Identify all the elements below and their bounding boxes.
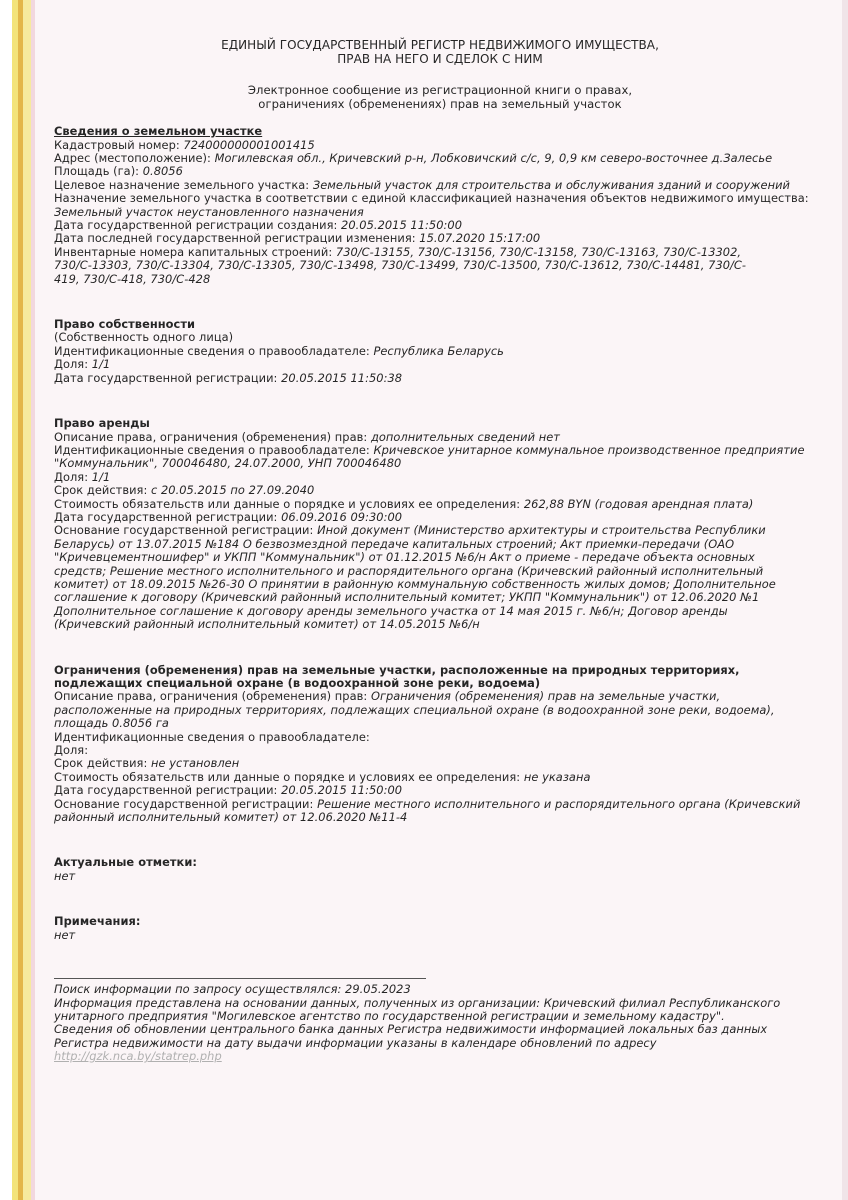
ownership-holder-value: Республика Беларусь xyxy=(373,343,504,358)
notes-section xyxy=(54,915,820,942)
restriction-cost-value: не указана xyxy=(523,769,591,784)
address-row: Адрес (местоположение): Могилевская обл., Кричевский р-н, Лобковичский с/с, 9, 0,9 км северо-восточнее д.Залесье xyxy=(54,151,773,165)
restriction-heading-line-1: Ограничения (обременения) прав на земельные участки, расположенные на природных территориях, xyxy=(54,662,740,677)
classification-label: Назначение земельного участка в соответствии с единой классификацией назначения объектов недвижимого имущества: xyxy=(54,191,809,206)
lease-term-value: с 20.05.2015 по 27.09.2040 xyxy=(151,483,315,498)
lease-basis-value: Иной документ (Министерство архитектуры и строительства Республики xyxy=(317,523,766,538)
purpose-value: Земельный участок для строительства и обслуживания зданий и сооружений xyxy=(312,177,791,192)
lease-description-value: дополнительных сведений нет xyxy=(370,429,560,444)
lease-holder-value-line-2: "Коммунальник", 700046480, 24.07.2000, УНП 700046480 xyxy=(54,456,402,471)
lease-reg-date-value: 06.09.2016 09:30:00 xyxy=(281,509,403,524)
ownership-share-value: 1/1 xyxy=(91,357,111,372)
lease-cost-row: Стоимость обязательств или данные о порядке и условиях ее определения: 262,88 BYN (годовая арендная плата) xyxy=(54,496,754,511)
ownership-reg-date-value: 20.05.2015 11:50:38 xyxy=(281,370,403,385)
restriction-basis-line-2: районный исполнительный комитет) от 12.06.2020 №11-4 xyxy=(54,810,408,825)
lease-basis-line-8: (Кричевский районный исполнительный комитет) от 14.05.2015 №6/н xyxy=(54,617,480,632)
ownership-holder-row: Идентификационные сведения о правообладателе: Республика Беларусь xyxy=(54,343,504,358)
lease-basis-line-4: средств; Решение местного исполнительного и распорядительного органа (Кричевский районный исполнительный xyxy=(54,563,764,578)
source-info-line-2: унитарного предприятия "Могилевское агентство по государственной регистрации и земельному кадастру". xyxy=(54,1008,725,1023)
lease-basis-line-6: соглашение к договору (Кричевский районный исполнительный комитет; УКПП "Коммунальник") от 12.06.2020 №1 xyxy=(54,590,760,605)
lease-cost-value: 262,88 BYN (годовая арендная плата) xyxy=(523,496,754,511)
area-value: 0.8056 xyxy=(142,164,183,179)
address-value: Могилевская обл., Кричевский р-н, Лобковичский с/с, 9, 0,9 км северо-восточнее д.Залесье xyxy=(214,151,773,165)
ownership-type: (Собственность одного лица) xyxy=(54,330,234,345)
inventory-numbers-value: 730/C-13155, 730/C-13156, 730/C-13158, 730/C-13163, 730/C-13302, xyxy=(335,244,742,259)
creation-date-value: 20.05.2015 11:50:00 xyxy=(341,218,462,233)
document-subtitle-line-1: Электронное сообщение из регистрационной книги о правах, xyxy=(247,83,633,97)
document-title-line-1: ЕДИНЫЙ ГОСУДАРСТВЕННЫЙ РЕГИСТР НЕДВИЖИМОГО ИМУЩЕСТВА, xyxy=(221,38,659,52)
current-marks-heading: Актуальные отметки: xyxy=(54,855,197,870)
land-plot-section xyxy=(54,125,820,286)
land-plot-heading: Сведения о земельном участке xyxy=(54,124,263,139)
scan-margin-white xyxy=(0,0,12,1200)
restriction-reg-date-value: 20.05.2015 11:50:00 xyxy=(281,783,403,798)
restriction-description-line-3: площадь 0.8056 га xyxy=(54,716,169,731)
document-subtitle-line-2: ограничениях (обременениях) прав на земельный участок xyxy=(258,96,622,111)
current-marks-value: нет xyxy=(54,868,76,883)
lease-section xyxy=(54,417,820,632)
update-calendar-link[interactable]: http://gzk.nca.by/statrep.php xyxy=(54,1049,222,1064)
lease-reg-date-row: Дата государственной регистрации: 06.09.2016 09:30:00 xyxy=(54,509,403,524)
inventory-numbers-row: Инвентарные номера капитальных строений: 730/C-13155, 730/C-13156, 730/C-13158, 730/C-13163, 730/C-13302, xyxy=(54,244,742,259)
restriction-description-value: Ограничения (обременения) прав на земельные участки, xyxy=(370,689,721,704)
restriction-term-row: Срок действия: не установлен xyxy=(54,756,240,771)
notes-value: нет xyxy=(54,927,76,942)
restriction-cost-row: Стоимость обязательств или данные о порядке и условиях ее определения: не указана xyxy=(54,769,591,784)
restriction-description-line-2: расположенные на природных территориях, подлежащих специальной охране (в водоохранной зоне реки, водоема), xyxy=(54,702,775,717)
restriction-basis-value: Решение местного исполнительного и распорядительного органа (Кричевский xyxy=(317,796,801,811)
cadastral-number-row: Кадастровый номер: 724000000001001415 xyxy=(54,137,315,152)
document-header xyxy=(60,38,820,111)
inventory-numbers-line-3: 419, 730/C-418, 730/C-428 xyxy=(54,271,211,286)
ownership-reg-date-row: Дата государственной регистрации: 20.05.2015 11:50:38 xyxy=(54,370,403,385)
footer-section xyxy=(54,978,820,1063)
lease-basis-line-5: комитет) от 18.09.2015 №26-30 О принятии в районную коммунальную собственность жилых домов; Дополнительное xyxy=(54,576,776,591)
inventory-numbers-line-2: 730/C-13303, 730/C-13304, 730/C-13305, 730/C-13498, 730/C-13499, 730/C-13500, 730/C-13612, 730/C-14481, 730/C- xyxy=(54,258,747,273)
document-title-line-2: ПРАВ НА НЕГО И СДЕЛОК С НИМ xyxy=(337,52,543,66)
restriction-description-row: Описание права, ограничения (обременения) прав: Ограничения (обременения) прав на земельные участки, xyxy=(54,689,721,704)
lease-description-row: Описание права, ограничения (обременения) прав: дополнительных сведений нет xyxy=(54,429,560,444)
area-row: Площадь (га): 0.8056 xyxy=(54,164,183,179)
restriction-basis-row: Основание государственной регистрации: Решение местного исполнительного и распорядительного органа (Кричевский xyxy=(54,796,801,811)
restriction-heading-line-2: подлежащих специальной охране (в водоохранной зоне реки, водоема) xyxy=(54,676,541,690)
lease-term-row: Срок действия: с 20.05.2015 по 27.09.2040 xyxy=(54,483,315,498)
footer-divider xyxy=(54,978,426,979)
lease-heading: Право аренды xyxy=(54,416,150,431)
lease-basis-line-2: Беларусь) от 13.07.2015 №184 О безвозмездной передаче капитальных строений; Акт приемки-передачи (ОАО xyxy=(54,536,735,551)
current-marks-section xyxy=(54,856,820,883)
lease-holder-value: Кричевское унитарное коммунальное производственное предприятие xyxy=(373,442,805,457)
lease-basis-row: Основание государственной регистрации: Иной документ (Министерство архитектуры и строительства Республики xyxy=(54,523,766,538)
document-page xyxy=(54,38,820,1064)
ownership-heading: Право собственности xyxy=(54,317,196,332)
lease-basis-line-3: "Кричевцементношифер" и УКПП "Коммунальник") от 01.12.2015 №6/н Акт о приеме - передаче объекта основных xyxy=(54,550,755,565)
lease-share-value: 1/1 xyxy=(91,469,111,484)
ownership-section xyxy=(54,318,820,385)
creation-date-row: Дата государственной регистрации создания: 20.05.2015 11:50:00 xyxy=(54,218,462,233)
lease-share-row: Доля: 1/1 xyxy=(54,469,111,484)
ownership-share-row: Доля: 1/1 xyxy=(54,357,111,372)
change-date-value: 15.07.2020 15:17:00 xyxy=(419,231,541,246)
cadastral-number-value: 724000000001001415 xyxy=(183,137,315,152)
scan-margin-pink-stripe xyxy=(31,0,35,1200)
search-date-line: Поиск информации по запросу осуществлялся: 29.05.2023 xyxy=(54,982,411,997)
restriction-reg-date-row: Дата государственной регистрации: 20.05.2015 11:50:00 xyxy=(54,783,403,798)
scan-margin-pale-stripe xyxy=(23,0,31,1200)
restriction-share-label: Доля: xyxy=(54,743,89,758)
notes-heading: Примечания: xyxy=(54,914,141,929)
restriction-section xyxy=(54,664,820,825)
classification-value: Земельный участок неустановленного назначения xyxy=(54,204,364,219)
update-info-line-2: Регистра недвижимости на дату выдачи информации указаны в календаре обновлений по адресу xyxy=(54,1035,657,1050)
restriction-term-value: не установлен xyxy=(151,756,240,771)
update-info-line-1: Сведения об обновлении центрального банка данных Регистра недвижимости информацией локальных баз данных xyxy=(54,1022,768,1037)
change-date-row: Дата последней государственной регистрации изменения: 15.07.2020 15:17:00 xyxy=(54,231,541,246)
restriction-holder-label: Идентификационные сведения о правообладателе: xyxy=(54,729,370,744)
scan-right-edge xyxy=(842,0,848,1200)
lease-holder-row: Идентификационные сведения о правообладателе: Кричевское унитарное коммунальное производственное предприятие xyxy=(54,442,805,457)
purpose-row: Целевое назначение земельного участка: Земельный участок для строительства и обслуживания зданий и сооружений xyxy=(54,177,791,192)
lease-basis-line-7: Дополнительное соглашение к договору аренды земельного участка от 14 мая 2015 г. №6/н; Договор аренды xyxy=(54,603,728,618)
source-info-line-1: Информация представлена на основании данных, полученных из организации: Кричевский филиал Республиканского xyxy=(54,995,781,1010)
